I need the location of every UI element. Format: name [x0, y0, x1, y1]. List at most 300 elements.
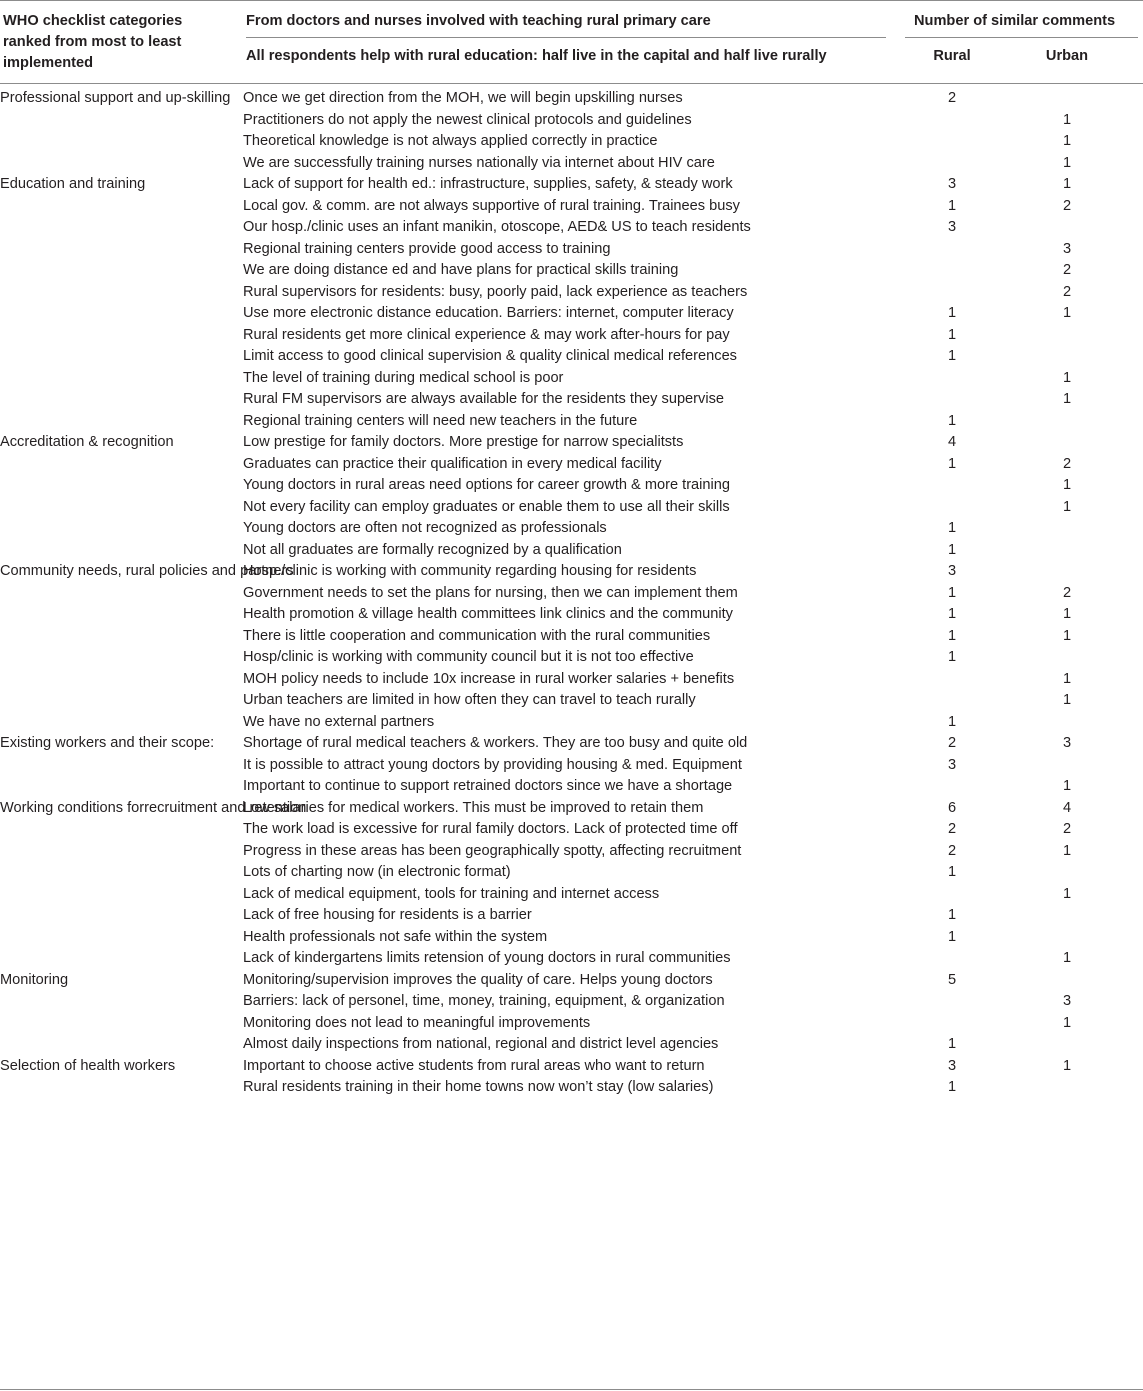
urban-count: 2	[1062, 283, 1072, 300]
category-cell	[0, 389, 243, 411]
table-row	[0, 88, 1143, 110]
category-cell	[0, 282, 243, 304]
spacer-cell	[992, 432, 1027, 454]
table-row	[0, 282, 1143, 304]
spacer-cell	[1107, 776, 1143, 798]
rural-count	[912, 497, 992, 519]
category-cell	[0, 755, 243, 777]
table-row	[0, 497, 1143, 519]
header-urban: Urban	[1045, 48, 1089, 64]
table-row	[0, 798, 1143, 820]
rural-count	[912, 669, 992, 691]
table-row	[0, 131, 1143, 153]
rural-count: 1	[947, 1036, 957, 1052]
spacer-cell	[992, 1077, 1027, 1099]
spacer-cell	[1107, 583, 1143, 605]
rural-count	[912, 948, 992, 970]
table-row	[0, 948, 1143, 970]
spacer-cell	[1107, 690, 1143, 712]
header-number-rule	[905, 37, 1138, 38]
rural-count	[912, 260, 992, 282]
table-row	[0, 518, 1143, 540]
spacer-cell	[1107, 368, 1143, 390]
category-cell	[0, 712, 243, 734]
spacer-cell	[992, 884, 1027, 906]
table-row	[0, 755, 1143, 777]
spacer-cell	[1107, 948, 1143, 970]
urban-count: 2	[1062, 584, 1072, 601]
urban-count: 1	[1062, 692, 1072, 708]
urban-count: 1	[1062, 154, 1072, 171]
spacer-cell	[992, 389, 1027, 411]
table-row	[0, 604, 1143, 626]
header-respondents-rule	[246, 37, 886, 38]
spacer-cell	[1107, 647, 1143, 669]
comment-cell: Progress in these areas has been geographically spotty, affecting recruitment	[243, 842, 742, 859]
rural-count	[912, 776, 992, 798]
spacer-cell	[1107, 454, 1143, 476]
urban-count: 1	[1062, 950, 1072, 966]
spacer-cell	[1107, 411, 1143, 433]
spacer-cell	[1107, 819, 1143, 841]
spacer-cell	[1107, 153, 1143, 175]
comment-cell: Rural residents get more clinical experience & may work after-hours for pay	[243, 326, 730, 343]
spacer-cell	[1107, 196, 1143, 218]
category-cell: Community needs, rural policies and partners	[0, 563, 294, 579]
rural-count	[912, 239, 992, 261]
urban-count: 2	[1062, 821, 1072, 837]
urban-count: 1	[1062, 111, 1072, 128]
comment-cell: Barriers: lack of personel, time, money, training, equipment, & organization	[243, 993, 725, 1009]
spacer-cell	[992, 153, 1027, 175]
header-bottom-rule	[0, 83, 1143, 84]
bottom-rule	[0, 1389, 1143, 1390]
category-cell	[0, 368, 243, 390]
comment-cell: Young doctors are often not recognized as professionals	[243, 520, 607, 536]
table-row	[0, 432, 1143, 454]
comment-cell: Graduates can practice their qualification in every medical facility	[243, 455, 662, 472]
category-cell	[0, 583, 243, 605]
comment-cell: There is little cooperation and communication with the rural communities	[243, 627, 711, 644]
table-row	[0, 239, 1143, 261]
comment-cell: Regional training centers provide good access to training	[243, 240, 611, 257]
urban-count	[1027, 217, 1107, 239]
category-cell: Education and training	[0, 176, 146, 192]
rural-count	[912, 475, 992, 497]
category-cell	[0, 991, 243, 1013]
comment-cell: Limit access to good clinical supervision & quality clinical medical references	[243, 348, 737, 364]
spacer-cell	[992, 475, 1027, 497]
table-row	[0, 411, 1143, 433]
spacer-cell	[1107, 1077, 1143, 1099]
comment-cell: We are successfully training nurses nationally via internet about HIV care	[243, 154, 715, 171]
category-cell	[0, 841, 243, 863]
urban-count	[1027, 755, 1107, 777]
rural-count: 1	[947, 305, 957, 321]
urban-count	[1027, 647, 1107, 669]
rural-count	[912, 282, 992, 304]
spacer-cell	[992, 174, 1027, 196]
comment-cell: Almost daily inspections from national, regional and district level agencies	[243, 1036, 719, 1052]
spacer-cell	[1107, 518, 1143, 540]
urban-count: 1	[1062, 133, 1072, 149]
comment-cell: Urban teachers are limited in how often they can travel to teach rurally	[243, 692, 696, 708]
rural-count: 4	[947, 434, 957, 450]
table-row	[0, 561, 1143, 583]
category-cell	[0, 475, 243, 497]
table-row	[0, 991, 1143, 1013]
urban-count: 2	[1062, 455, 1072, 472]
comment-cell: Rural supervisors for residents: busy, poorly paid, lack experience as teachers	[243, 283, 748, 300]
table-row	[0, 303, 1143, 325]
comment-cell: We are doing distance ed and have plans for practical skills training	[243, 262, 679, 278]
rural-count	[912, 368, 992, 390]
header-categories	[3, 11, 182, 74]
header-respondents-sub: All respondents help with rural education: half live in the capital and half live rurally	[246, 48, 827, 64]
spacer-cell	[992, 196, 1027, 218]
rural-count	[912, 991, 992, 1013]
comment-cell: MOH policy needs to include 10x increase in rural worker salaries + benefits	[243, 670, 735, 687]
spacer-cell	[992, 131, 1027, 153]
spacer-cell	[992, 733, 1027, 755]
spacer-cell	[992, 583, 1027, 605]
category-cell	[0, 260, 243, 282]
rural-count	[912, 153, 992, 175]
table-row	[0, 368, 1143, 390]
comment-cell: Local gov. & comm. are not always supportive of rural training. Trainees busy	[243, 197, 740, 214]
spacer-cell	[992, 454, 1027, 476]
rural-count	[912, 110, 992, 132]
urban-count: 3	[1062, 240, 1072, 257]
rural-count: 1	[947, 649, 957, 665]
urban-count: 2	[1062, 262, 1072, 278]
rural-count: 1	[947, 197, 957, 214]
spacer-cell	[1107, 604, 1143, 626]
rural-count: 1	[947, 348, 957, 364]
category-cell	[0, 217, 243, 239]
comment-cell: Important to choose active students from rural areas who want to return	[243, 1057, 705, 1074]
category-cell	[0, 325, 243, 347]
rural-count: 1	[947, 928, 957, 945]
spacer-cell	[1107, 991, 1143, 1013]
category-cell	[0, 948, 243, 970]
urban-count	[1027, 518, 1107, 540]
category-cell	[0, 862, 243, 884]
rural-count: 1	[947, 326, 957, 343]
spacer-cell	[992, 411, 1027, 433]
rural-count	[912, 690, 992, 712]
urban-count: 3	[1062, 735, 1072, 751]
table-row	[0, 690, 1143, 712]
urban-count	[1027, 540, 1107, 562]
urban-count	[1027, 561, 1107, 583]
top-rule	[0, 0, 1143, 1]
rural-count: 3	[947, 563, 957, 579]
spacer-cell	[992, 497, 1027, 519]
table-row	[0, 626, 1143, 648]
urban-count: 4	[1062, 799, 1072, 816]
category-cell	[0, 819, 243, 841]
category-cell	[0, 303, 243, 325]
spacer-cell	[1107, 540, 1143, 562]
spacer-cell	[992, 1034, 1027, 1056]
spacer-cell	[1107, 1034, 1143, 1056]
spacer-cell	[992, 540, 1027, 562]
rural-count: 1	[947, 907, 957, 923]
comment-cell: Regional training centers will need new teachers in the future	[243, 412, 638, 429]
table-row	[0, 669, 1143, 691]
comment-cell: Hosp/clinic is working with community council but it is not too effective	[243, 649, 694, 665]
spacer-cell	[992, 1013, 1027, 1035]
comment-cell: Important to continue to support retrained doctors since we have a shortage	[243, 778, 733, 794]
rural-count: 1	[947, 864, 957, 880]
category-cell	[0, 669, 243, 691]
spacer-cell	[1107, 1013, 1143, 1035]
spacer-cell	[1107, 239, 1143, 261]
comment-cell: Use more electronic distance education. Barriers: internet, computer literacy	[243, 305, 734, 321]
category-cell	[0, 196, 243, 218]
category-cell	[0, 454, 243, 476]
urban-count: 2	[1062, 197, 1072, 214]
category-cell	[0, 239, 243, 261]
spacer-cell	[992, 712, 1027, 734]
table-row	[0, 970, 1143, 992]
table-row	[0, 733, 1143, 755]
comment-cell: It is possible to attract young doctors by providing housing & med. Equipment	[243, 756, 742, 773]
spacer-cell	[1107, 131, 1143, 153]
category-cell: Professional support and up-skilling	[0, 90, 231, 106]
table-row	[0, 196, 1143, 218]
comment-cell: Not all graduates are formally recognized by a qualification	[243, 541, 622, 558]
rural-count	[912, 389, 992, 411]
rural-count: 2	[947, 842, 957, 859]
category-cell	[0, 110, 243, 132]
comment-cell: Rural FM supervisors are always available for the residents they supervise	[243, 391, 724, 407]
spacer-cell	[992, 260, 1027, 282]
spacer-cell	[1107, 217, 1143, 239]
rural-count: 3	[947, 756, 957, 773]
comment-cell: Not every facility can employ graduates or enable them to use all their skills	[243, 498, 730, 515]
comment-cell: Lack of kindergartens limits retension of young doctors in rural communities	[243, 950, 731, 966]
rural-count: 3	[947, 219, 957, 235]
comment-cell: Lack of free housing for residents is a barrier	[243, 907, 532, 923]
urban-count: 1	[1062, 842, 1072, 859]
spacer-cell	[1107, 561, 1143, 583]
spacer-cell	[1107, 841, 1143, 863]
table-row	[0, 260, 1143, 282]
urban-count	[1027, 970, 1107, 992]
urban-count	[1027, 346, 1107, 368]
comment-cell: Shortage of rural medical teachers & workers. They are too busy and quite old	[243, 735, 748, 751]
rural-count: 1	[947, 713, 957, 730]
comment-cell: Rural residents training in their home towns now won’t stay (low salaries)	[243, 1079, 714, 1095]
category-cell	[0, 604, 243, 626]
table-row	[0, 841, 1143, 863]
rural-count: 3	[947, 1057, 957, 1074]
spacer-cell	[992, 948, 1027, 970]
rural-count: 1	[947, 541, 957, 558]
table-row	[0, 583, 1143, 605]
spacer-cell	[1107, 798, 1143, 820]
urban-count: 1	[1062, 477, 1072, 493]
spacer-cell	[992, 282, 1027, 304]
spacer-cell	[992, 368, 1027, 390]
spacer-cell	[992, 669, 1027, 691]
urban-count	[1027, 905, 1107, 927]
category-cell	[0, 411, 243, 433]
category-cell	[0, 626, 243, 648]
rural-count: 2	[947, 735, 957, 751]
table-row	[0, 1056, 1143, 1078]
table-row	[0, 1077, 1143, 1099]
comment-cell: Monitoring does not lead to meaningful improvements	[243, 1014, 591, 1031]
header-categories-line: implemented	[3, 55, 94, 71]
spacer-cell	[1107, 1056, 1143, 1078]
category-cell	[0, 647, 243, 669]
rural-count: 5	[947, 971, 957, 988]
spacer-cell	[1107, 260, 1143, 282]
urban-count: 1	[1062, 391, 1072, 407]
spacer-cell	[1107, 905, 1143, 927]
urban-count	[1027, 1034, 1107, 1056]
table-row	[0, 174, 1143, 196]
category-cell: Working conditions forrecruitment and retention	[0, 799, 307, 816]
category-cell	[0, 1077, 243, 1099]
table-row	[0, 776, 1143, 798]
comments-table	[0, 88, 1143, 1099]
comment-cell: Young doctors in rural areas need options for career growth & more training	[243, 477, 731, 493]
table-row	[0, 884, 1143, 906]
category-cell	[0, 1034, 243, 1056]
urban-count: 3	[1062, 993, 1072, 1009]
category-cell	[0, 1013, 243, 1035]
spacer-cell	[992, 303, 1027, 325]
urban-count: 1	[1062, 369, 1072, 386]
category-cell	[0, 497, 243, 519]
urban-count	[1027, 927, 1107, 949]
urban-count: 1	[1062, 778, 1072, 794]
spacer-cell	[992, 346, 1027, 368]
table-row	[0, 1013, 1143, 1035]
comment-cell: Our hosp./clinic uses an infant manikin, otoscope, AED& US to teach residents	[243, 219, 751, 235]
comment-cell: Health professionals not safe within the system	[243, 928, 548, 945]
comment-cell: Once we get direction from the MOH, we will begin upskilling nurses	[243, 90, 683, 106]
urban-count	[1027, 411, 1107, 433]
comment-cell: Low prestige for family doctors. More prestige for narrow specialitsts	[243, 434, 684, 450]
rural-count: 1	[947, 412, 957, 429]
category-cell: Monitoring	[0, 971, 69, 988]
table-row	[0, 862, 1143, 884]
urban-count: 1	[1062, 1057, 1072, 1074]
category-cell	[0, 884, 243, 906]
category-cell	[0, 518, 243, 540]
comment-cell: The work load is excessive for rural family doctors. Lack of protected time off	[243, 821, 738, 837]
spacer-cell	[992, 690, 1027, 712]
urban-count: 1	[1062, 670, 1072, 687]
spacer-cell	[1107, 755, 1143, 777]
spacer-cell	[1107, 626, 1143, 648]
category-cell	[0, 153, 243, 175]
rural-count: 1	[947, 520, 957, 536]
spacer-cell	[1107, 282, 1143, 304]
table-row	[0, 1034, 1143, 1056]
spacer-cell	[1107, 88, 1143, 110]
header-categories-line: ranked from most to least	[3, 34, 182, 50]
spacer-cell	[992, 239, 1027, 261]
category-cell	[0, 540, 243, 562]
table-row	[0, 647, 1143, 669]
spacer-cell	[992, 518, 1027, 540]
table-row	[0, 927, 1143, 949]
spacer-cell	[1107, 389, 1143, 411]
table-row	[0, 819, 1143, 841]
comment-cell: Low salaries for medical workers. This must be improved to retain them	[243, 799, 704, 816]
urban-count	[1027, 712, 1107, 734]
table-row	[0, 153, 1143, 175]
rural-count: 1	[947, 627, 957, 644]
urban-count: 1	[1062, 606, 1072, 622]
spacer-cell	[1107, 475, 1143, 497]
urban-count: 1	[1062, 498, 1072, 515]
table-row	[0, 475, 1143, 497]
comment-cell: We have no external partners	[243, 713, 435, 730]
table-row	[0, 389, 1143, 411]
table-row	[0, 325, 1143, 347]
urban-count	[1027, 88, 1107, 110]
spacer-cell	[992, 1056, 1027, 1078]
rural-count: 1	[947, 1079, 957, 1095]
urban-count: 1	[1062, 176, 1072, 192]
spacer-cell	[1107, 712, 1143, 734]
spacer-cell	[992, 604, 1027, 626]
table-row	[0, 712, 1143, 734]
spacer-cell	[992, 841, 1027, 863]
category-cell	[0, 776, 243, 798]
spacer-cell	[992, 927, 1027, 949]
spacer-cell	[992, 905, 1027, 927]
urban-count	[1027, 432, 1107, 454]
table-row	[0, 540, 1143, 562]
rural-count	[912, 131, 992, 153]
comment-cell: Lots of charting now (in electronic format)	[243, 864, 511, 880]
table-row	[0, 346, 1143, 368]
spacer-cell	[1107, 927, 1143, 949]
spacer-cell	[992, 88, 1027, 110]
spacer-cell	[1107, 884, 1143, 906]
rural-count: 1	[947, 584, 957, 601]
urban-count: 1	[1062, 1014, 1072, 1031]
comment-cell: Monitoring/supervision improves the quality of care. Helps young doctors	[243, 971, 713, 988]
spacer-cell	[1107, 669, 1143, 691]
urban-count	[1027, 1077, 1107, 1099]
category-cell	[0, 905, 243, 927]
spacer-cell	[1107, 325, 1143, 347]
spacer-cell	[992, 217, 1027, 239]
comment-cell: Lack of medical equipment, tools for training and internet access	[243, 885, 660, 902]
rural-count	[912, 1013, 992, 1035]
category-cell	[0, 690, 243, 712]
spacer-cell	[1107, 970, 1143, 992]
header-respondents: From doctors and nurses involved with teaching rural primary care	[246, 13, 711, 29]
spacer-cell	[992, 755, 1027, 777]
comment-cell: Hosp./clinic is working with community regarding housing for residents	[243, 563, 697, 579]
comment-cell: Theoretical knowledge is not always applied correctly in practice	[243, 133, 658, 149]
comment-cell: The level of training during medical school is poor	[243, 369, 564, 386]
spacer-cell	[992, 991, 1027, 1013]
header-rural: Rural	[933, 48, 971, 64]
header-categories-line: WHO checklist categories	[3, 13, 183, 29]
comment-cell: Health promotion & village health committees link clinics and the community	[243, 606, 733, 622]
